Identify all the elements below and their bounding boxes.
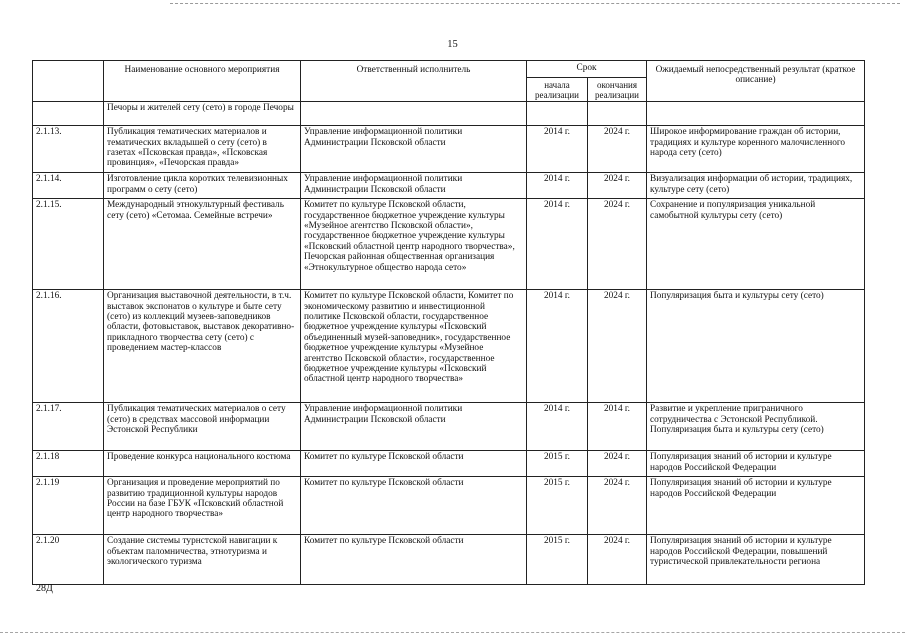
- header-start: начала реализации: [527, 78, 588, 102]
- row-start: 2015 г.: [527, 535, 588, 585]
- row-number: 2.1.18: [33, 451, 104, 477]
- row-number: 2.1.16.: [33, 290, 104, 403]
- header-executor: Ответственный исполнитель: [301, 61, 527, 102]
- row-number: 2.1.13.: [33, 126, 104, 173]
- row-name: Публикация тематических материалов и тематических вкладышей о сету (сето) в газетах «Псковская правда», «Псковская провинция», «Печорская правда»: [104, 126, 301, 173]
- row-end: 2024 г.: [588, 126, 647, 173]
- header-number: [33, 61, 104, 102]
- row-number: 2.1.19: [33, 477, 104, 535]
- row-start: 2015 г.: [527, 451, 588, 477]
- scan-edge-top: [170, 3, 900, 4]
- row-result: Визуализация информации об истории, традициях, культуре сету (сето): [647, 173, 865, 199]
- row-end: [588, 102, 647, 126]
- document-code: 28Д: [36, 583, 53, 594]
- header-end: окончания реализации: [588, 78, 647, 102]
- row-start: 2014 г.: [527, 403, 588, 451]
- row-end: 2024 г.: [588, 173, 647, 199]
- row-executor: Комитет по культуре Псковской области: [301, 535, 527, 585]
- table-row: [33, 535, 865, 585]
- row-result: Сохранение и популяризация уникальной самобытной культуры сету (сето): [647, 199, 865, 290]
- header-result: Ожидаемый непосредственный результат (краткое описание): [647, 61, 865, 102]
- row-name: Проведение конкурса национального костюма: [104, 451, 301, 477]
- row-result: Популяризация быта и культуры сету (сето): [647, 290, 865, 403]
- row-end: 2024 г.: [588, 199, 647, 290]
- row-start: 2014 г.: [527, 199, 588, 290]
- table-row: [33, 477, 865, 535]
- row-start: 2015 г.: [527, 477, 588, 535]
- row-name: Организация выставочной деятельности, в т.ч. выставок экспонатов о культуре и быте сету (сето) из коллекций музеев-заповедников области, фотовыставок, выставок декоративно-прикладного творчества сету (сето) с проведением мастер-классов: [104, 290, 301, 403]
- row-end: 2014 г.: [588, 403, 647, 451]
- scan-edge-bottom: [0, 632, 905, 633]
- row-end: 2024 г.: [588, 451, 647, 477]
- table-header-row: [33, 61, 865, 78]
- row-name: Международный этнокультурный фестиваль сету (сето) «Сетомаа. Семейные встречи»: [104, 199, 301, 290]
- row-executor: Комитет по культуре Псковской области, Комитет по экономическому развитию и инвестиционной политике Псковской области, государственное бюджетное учреждение культуры «Псковский объединенный музей-заповедник», государственное бюджетное учреждение культуры «Музейное агентство Псковской области», государственное бюджетное учреждение культуры «Псковский областной центр народного творчества»: [301, 290, 527, 403]
- table-row: [33, 126, 865, 173]
- row-executor: Управление информационной политики Администрации Псковской области: [301, 126, 527, 173]
- header-name: Наименование основного мероприятия: [104, 61, 301, 102]
- row-number: 2.1.17.: [33, 403, 104, 451]
- row-start: 2014 г.: [527, 290, 588, 403]
- row-result: Популяризация знаний об истории и культуре народов Российской Федерации: [647, 477, 865, 535]
- row-executor: Комитет по культуре Псковской области: [301, 477, 527, 535]
- row-number: [33, 102, 104, 126]
- row-number: 2.1.15.: [33, 199, 104, 290]
- table-row: [33, 199, 865, 290]
- row-result: Широкое информирование граждан об истории, традициях и культуре коренного малочисленного народа сету (сето): [647, 126, 865, 173]
- table-row: [33, 173, 865, 199]
- row-name: Печоры и жителей сету (сето) в городе Печоры: [104, 102, 301, 126]
- row-executor: [301, 102, 527, 126]
- row-end: 2024 г.: [588, 290, 647, 403]
- table-row: [33, 290, 865, 403]
- row-name: Изготовление цикла коротких телевизионных программ о сету (сето): [104, 173, 301, 199]
- row-result: Развитие и укрепление приграничного сотрудничества с Эстонской Республикой. Популяризация быта и культуры сету (сето): [647, 403, 865, 451]
- table-row: [33, 451, 865, 477]
- row-result: Популяризация знаний об истории и культуре народов Российской Федерации: [647, 451, 865, 477]
- page-number: 15: [447, 39, 458, 50]
- header-term: Срок: [527, 61, 647, 78]
- row-end: 2024 г.: [588, 535, 647, 585]
- row-start: [527, 102, 588, 126]
- row-start: 2014 г.: [527, 173, 588, 199]
- row-number: 2.1.14.: [33, 173, 104, 199]
- row-name: Организация и проведение мероприятий по развитию традиционной культуры народов России на базе ГБУК «Псковский областной центр народного творчества»: [104, 477, 301, 535]
- row-name: Создание системы турнстской навигации к объектам паломничества, этнотуризма и экологического туризма: [104, 535, 301, 585]
- measures-table: [32, 60, 865, 585]
- row-end: 2024 г.: [588, 477, 647, 535]
- table-row: [33, 102, 865, 126]
- row-result: Популяризация знаний об истории и культуре народов Российской Федерации, повышений туристической привлекательности региона: [647, 535, 865, 585]
- row-number: 2.1.20: [33, 535, 104, 585]
- row-executor: Комитет по культуре Псковской области: [301, 451, 527, 477]
- row-executor: Комитет по культуре Псковской области, государственное бюджетное учреждение культуры «Музейное агентство Псковской области», государственное бюджетное учреждение культуры «Псковский областной центр народного творчества», Печорская районная общественная организация «Этнокультурное общество народа сето»: [301, 199, 527, 290]
- row-start: 2014 г.: [527, 126, 588, 173]
- row-executor: Управление информационной политики Администрации Псковской области: [301, 173, 527, 199]
- table-row: [33, 403, 865, 451]
- row-executor: Управление информационной политики Администрации Псковской области: [301, 403, 527, 451]
- row-result: [647, 102, 865, 126]
- row-name: Публикация тематических материалов о сету (сето) в средствах массовой информации Эстонской Республики: [104, 403, 301, 451]
